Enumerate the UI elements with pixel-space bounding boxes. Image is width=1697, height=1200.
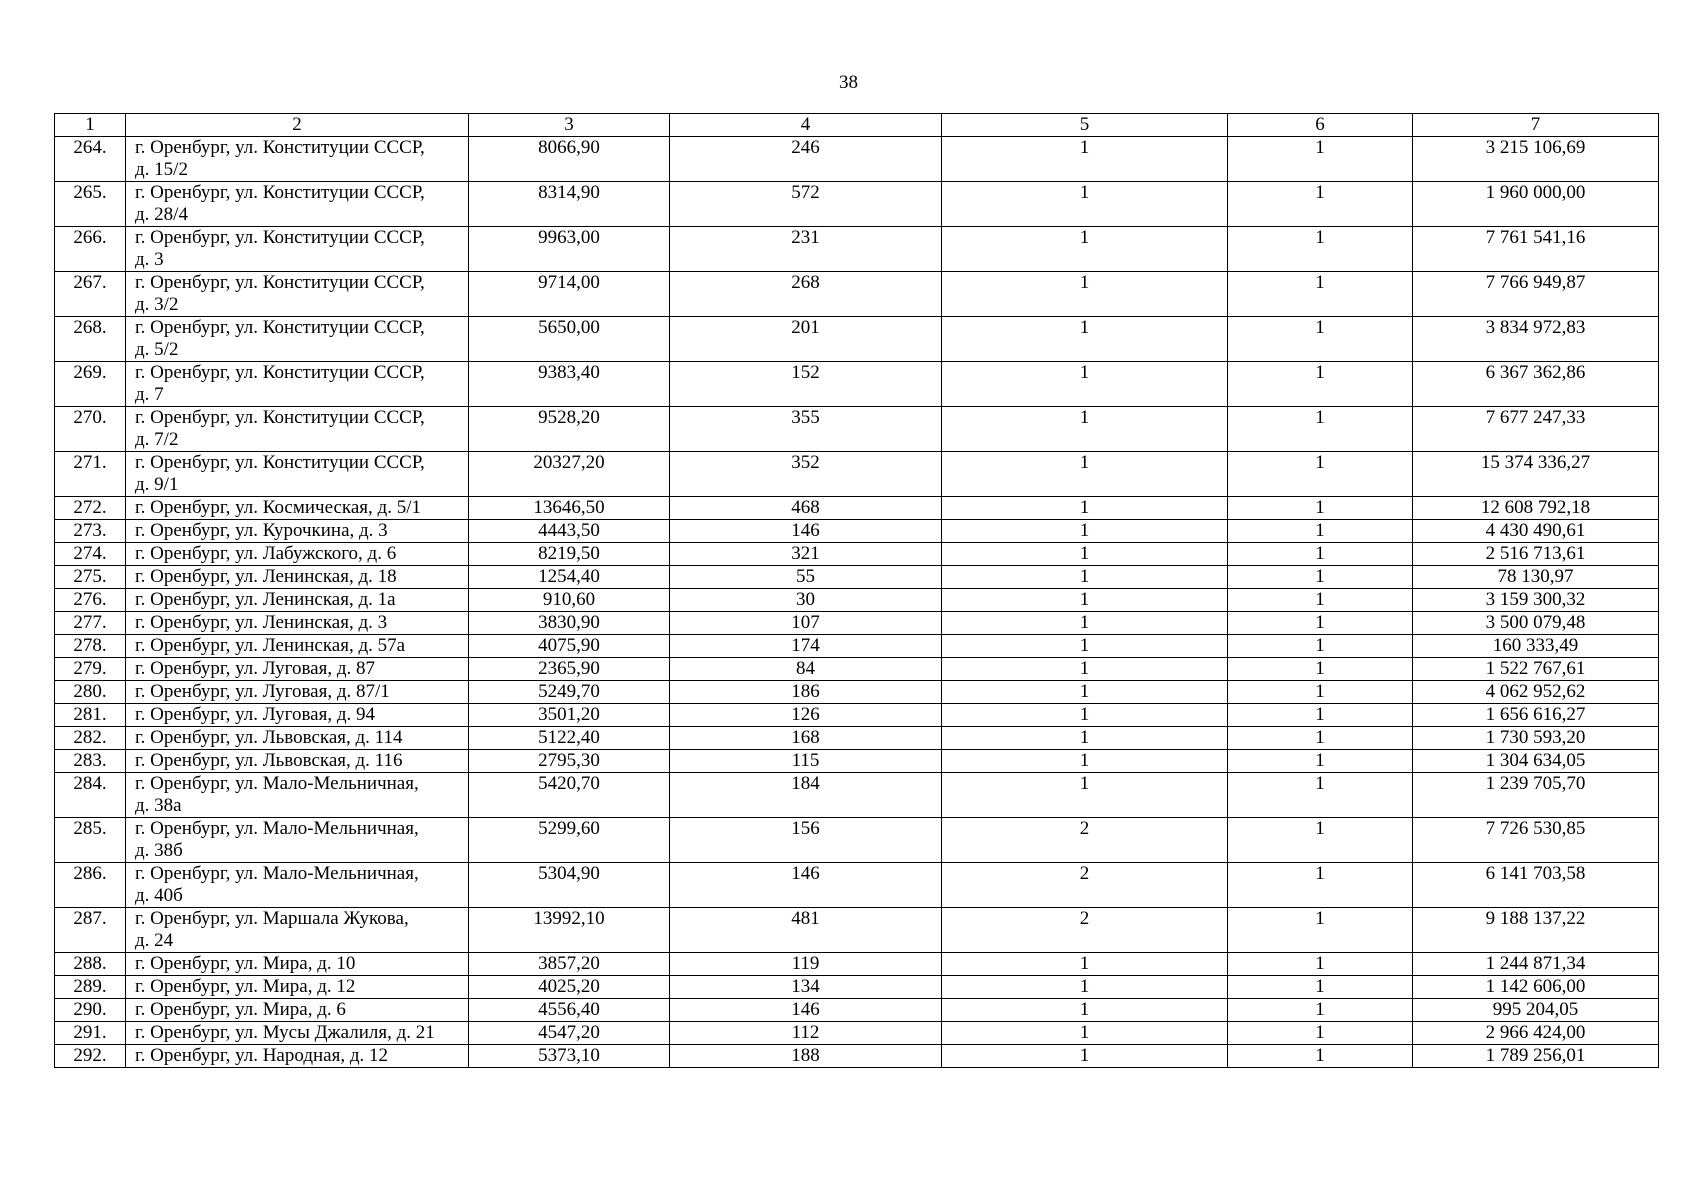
table-row [55, 658, 1659, 681]
header-row [55, 114, 1659, 137]
area-cell: 4547,20 [469, 1022, 670, 1045]
address-line: г. Оренбург, ул. Маршала Жукова, [135, 908, 409, 929]
address-line: г. Оренбург, ул. Мира, д. 10 [135, 953, 356, 974]
address-line: г. Оренбург, ул. Конституции СССР, [135, 137, 425, 158]
count-cell: 119 [670, 953, 942, 976]
amount-cell: 7 677 247,33 [1413, 407, 1659, 452]
amount-cell: 7 726 530,85 [1413, 818, 1659, 863]
amount-cell: 995 204,05 [1413, 999, 1659, 1022]
col5-cell: 1 [942, 589, 1228, 612]
count-cell: 201 [670, 317, 942, 362]
count-cell: 30 [670, 589, 942, 612]
area-cell: 3857,20 [469, 953, 670, 976]
address-line: г. Оренбург, ул. Мира, д. 6 [135, 999, 346, 1020]
row-number-cell: 280. [55, 681, 126, 704]
row-number-cell: 286. [55, 863, 126, 908]
count-cell: 481 [670, 908, 942, 953]
table-row [55, 566, 1659, 589]
column-header-4: 4 [670, 114, 942, 137]
col6-cell: 1 [1228, 317, 1413, 362]
table-row [55, 1045, 1659, 1068]
row-number-cell: 271. [55, 452, 126, 497]
column-header-7: 7 [1413, 114, 1659, 137]
col5-cell: 2 [942, 818, 1228, 863]
column-header-1: 1 [55, 114, 126, 137]
address-cell [126, 908, 469, 953]
area-cell: 13992,10 [469, 908, 670, 953]
amount-cell: 3 500 079,48 [1413, 612, 1659, 635]
area-cell: 13646,50 [469, 497, 670, 520]
row-number-cell: 272. [55, 497, 126, 520]
row-number-cell: 273. [55, 520, 126, 543]
col6-cell: 1 [1228, 182, 1413, 227]
address-cell [126, 681, 469, 704]
amount-cell: 1 522 767,61 [1413, 658, 1659, 681]
address-cell [126, 1045, 469, 1068]
col6-cell: 1 [1228, 362, 1413, 407]
row-number-cell: 268. [55, 317, 126, 362]
address-cell [126, 566, 469, 589]
row-number-cell: 283. [55, 750, 126, 773]
table-row [55, 362, 1659, 407]
count-cell: 152 [670, 362, 942, 407]
table-row [55, 137, 1659, 182]
table-row [55, 750, 1659, 773]
amount-cell: 6 367 362,86 [1413, 362, 1659, 407]
address-line: г. Оренбург, ул. Конституции СССР, [135, 452, 425, 473]
table-row [55, 999, 1659, 1022]
row-number-cell: 290. [55, 999, 126, 1022]
address-line: г. Оренбург, ул. Лабужского, д. 6 [135, 543, 397, 564]
area-cell: 5299,60 [469, 818, 670, 863]
address-line: г. Оренбург, ул. Луговая, д. 94 [135, 704, 376, 725]
count-cell: 134 [670, 976, 942, 999]
address-line: д. 28/4 [135, 204, 188, 225]
address-line: г. Оренбург, ул. Курочкина, д. 3 [135, 520, 388, 541]
address-cell [126, 612, 469, 635]
table-row [55, 543, 1659, 566]
table-row [55, 497, 1659, 520]
row-number-cell: 265. [55, 182, 126, 227]
count-cell: 174 [670, 635, 942, 658]
col5-cell: 1 [942, 362, 1228, 407]
table-row [55, 520, 1659, 543]
col5-cell: 1 [942, 635, 1228, 658]
col6-cell: 1 [1228, 272, 1413, 317]
table-row [55, 452, 1659, 497]
address-cell [126, 520, 469, 543]
table-row [55, 863, 1659, 908]
count-cell: 55 [670, 566, 942, 589]
address-line: г. Оренбург, ул. Конституции СССР, [135, 317, 425, 338]
address-line: г. Оренбург, ул. Конституции СССР, [135, 227, 425, 248]
area-cell: 3830,90 [469, 612, 670, 635]
address-line: г. Оренбург, ул. Мира, д. 12 [135, 976, 356, 997]
row-number-cell: 292. [55, 1045, 126, 1068]
col5-cell: 1 [942, 543, 1228, 566]
address-line: г. Оренбург, ул. Конституции СССР, [135, 362, 425, 383]
col5-cell: 1 [942, 227, 1228, 272]
amount-cell: 1 244 871,34 [1413, 953, 1659, 976]
row-number-cell: 275. [55, 566, 126, 589]
area-cell: 5420,70 [469, 773, 670, 818]
col6-cell: 1 [1228, 635, 1413, 658]
col5-cell: 1 [942, 137, 1228, 182]
column-header-3: 3 [469, 114, 670, 137]
address-line: г. Оренбург, ул. Конституции СССР, [135, 272, 425, 293]
col5-cell: 1 [942, 999, 1228, 1022]
row-number-cell: 285. [55, 818, 126, 863]
count-cell: 107 [670, 612, 942, 635]
table-row [55, 272, 1659, 317]
area-cell: 5249,70 [469, 681, 670, 704]
amount-cell: 6 141 703,58 [1413, 863, 1659, 908]
count-cell: 84 [670, 658, 942, 681]
count-cell: 572 [670, 182, 942, 227]
address-cell [126, 953, 469, 976]
col6-cell: 1 [1228, 953, 1413, 976]
count-cell: 115 [670, 750, 942, 773]
col5-cell: 1 [942, 407, 1228, 452]
address-cell [126, 750, 469, 773]
address-cell [126, 182, 469, 227]
address-line: д. 9/1 [135, 474, 179, 495]
address-cell [126, 137, 469, 182]
area-cell: 910,60 [469, 589, 670, 612]
address-cell [126, 704, 469, 727]
area-cell: 2795,30 [469, 750, 670, 773]
address-line: г. Оренбург, ул. Мало-Мельничная, [135, 863, 419, 884]
address-line: д. 38б [135, 840, 183, 861]
table-row [55, 317, 1659, 362]
row-number-cell: 270. [55, 407, 126, 452]
col6-cell: 1 [1228, 658, 1413, 681]
row-number-cell: 287. [55, 908, 126, 953]
register-table [54, 113, 1659, 1068]
row-number-cell: 264. [55, 137, 126, 182]
area-cell: 5650,00 [469, 317, 670, 362]
col6-cell: 1 [1228, 137, 1413, 182]
address-line: г. Оренбург, ул. Ленинская, д. 57а [135, 635, 406, 656]
row-number-cell: 277. [55, 612, 126, 635]
address-cell [126, 497, 469, 520]
count-cell: 186 [670, 681, 942, 704]
col6-cell: 1 [1228, 908, 1413, 953]
area-cell: 2365,90 [469, 658, 670, 681]
col5-cell: 1 [942, 612, 1228, 635]
row-number-cell: 267. [55, 272, 126, 317]
address-cell [126, 1022, 469, 1045]
col6-cell: 1 [1228, 818, 1413, 863]
amount-cell: 2 966 424,00 [1413, 1022, 1659, 1045]
count-cell: 146 [670, 520, 942, 543]
address-line: г. Оренбург, ул. Мало-Мельничная, [135, 818, 419, 839]
col6-cell: 1 [1228, 543, 1413, 566]
col6-cell: 1 [1228, 976, 1413, 999]
address-line: г. Оренбург, ул. Ленинская, д. 3 [135, 612, 388, 633]
address-cell [126, 227, 469, 272]
page-number: 38 [839, 72, 858, 93]
area-cell: 5304,90 [469, 863, 670, 908]
col6-cell: 1 [1228, 1022, 1413, 1045]
col6-cell: 1 [1228, 566, 1413, 589]
amount-cell: 15 374 336,27 [1413, 452, 1659, 497]
address-cell [126, 362, 469, 407]
count-cell: 146 [670, 999, 942, 1022]
col5-cell: 1 [942, 566, 1228, 589]
table-body [55, 137, 1659, 1068]
area-cell: 3501,20 [469, 704, 670, 727]
col5-cell: 1 [942, 727, 1228, 750]
address-line: г. Оренбург, ул. Конституции СССР, [135, 182, 425, 203]
amount-cell: 160 333,49 [1413, 635, 1659, 658]
address-line: д. 7 [135, 384, 164, 405]
table-row [55, 773, 1659, 818]
row-number-cell: 278. [55, 635, 126, 658]
count-cell: 352 [670, 452, 942, 497]
col6-cell: 1 [1228, 750, 1413, 773]
address-line: д. 3/2 [135, 294, 179, 315]
address-cell [126, 452, 469, 497]
amount-cell: 4 062 952,62 [1413, 681, 1659, 704]
row-number-cell: 284. [55, 773, 126, 818]
address-line: г. Оренбург, ул. Львовская, д. 114 [135, 727, 403, 748]
address-cell [126, 773, 469, 818]
amount-cell: 1 730 593,20 [1413, 727, 1659, 750]
row-number-cell: 282. [55, 727, 126, 750]
area-cell: 5373,10 [469, 1045, 670, 1068]
col6-cell: 1 [1228, 227, 1413, 272]
address-cell [126, 589, 469, 612]
column-header-6: 6 [1228, 114, 1413, 137]
address-cell [126, 818, 469, 863]
address-line: г. Оренбург, ул. Мало-Мельничная, [135, 773, 419, 794]
col5-cell: 1 [942, 953, 1228, 976]
count-cell: 112 [670, 1022, 942, 1045]
row-number-cell: 288. [55, 953, 126, 976]
table-row [55, 908, 1659, 953]
col5-cell: 1 [942, 182, 1228, 227]
row-number-cell: 291. [55, 1022, 126, 1045]
address-cell [126, 976, 469, 999]
count-cell: 231 [670, 227, 942, 272]
amount-cell: 3 215 106,69 [1413, 137, 1659, 182]
amount-cell: 12 608 792,18 [1413, 497, 1659, 520]
col5-cell: 1 [942, 452, 1228, 497]
col6-cell: 1 [1228, 727, 1413, 750]
col6-cell: 1 [1228, 704, 1413, 727]
col6-cell: 1 [1228, 452, 1413, 497]
count-cell: 268 [670, 272, 942, 317]
col5-cell: 1 [942, 704, 1228, 727]
area-cell: 4025,20 [469, 976, 670, 999]
table-row [55, 818, 1659, 863]
address-line: г. Оренбург, ул. Львовская, д. 116 [135, 750, 403, 771]
table-row [55, 407, 1659, 452]
address-cell [126, 543, 469, 566]
row-number-cell: 266. [55, 227, 126, 272]
count-cell: 126 [670, 704, 942, 727]
address-cell [126, 727, 469, 750]
count-cell: 246 [670, 137, 942, 182]
col5-cell: 2 [942, 908, 1228, 953]
col5-cell: 1 [942, 272, 1228, 317]
amount-cell: 1 789 256,01 [1413, 1045, 1659, 1068]
table-row [55, 953, 1659, 976]
count-cell: 355 [670, 407, 942, 452]
column-header-5: 5 [942, 114, 1228, 137]
address-cell [126, 863, 469, 908]
table-row [55, 589, 1659, 612]
col6-cell: 1 [1228, 1045, 1413, 1068]
amount-cell: 3 834 972,83 [1413, 317, 1659, 362]
area-cell: 9714,00 [469, 272, 670, 317]
table-header [55, 114, 1659, 137]
table-row [55, 976, 1659, 999]
address-cell [126, 317, 469, 362]
row-number-cell: 289. [55, 976, 126, 999]
area-cell: 4443,50 [469, 520, 670, 543]
area-cell: 9383,40 [469, 362, 670, 407]
area-cell: 20327,20 [469, 452, 670, 497]
area-cell: 8219,50 [469, 543, 670, 566]
amount-cell: 1 960 000,00 [1413, 182, 1659, 227]
address-cell [126, 999, 469, 1022]
col6-cell: 1 [1228, 612, 1413, 635]
address-line: д. 15/2 [135, 159, 188, 180]
col6-cell: 1 [1228, 497, 1413, 520]
area-cell: 5122,40 [469, 727, 670, 750]
col5-cell: 1 [942, 1045, 1228, 1068]
col6-cell: 1 [1228, 773, 1413, 818]
address-line: д. 24 [135, 930, 174, 951]
column-header-2: 2 [126, 114, 469, 137]
amount-cell: 1 239 705,70 [1413, 773, 1659, 818]
table-row [55, 612, 1659, 635]
col6-cell: 1 [1228, 681, 1413, 704]
col6-cell: 1 [1228, 407, 1413, 452]
address-line: д. 38а [135, 795, 182, 816]
table-row [55, 681, 1659, 704]
table-row [55, 704, 1659, 727]
address-line: г. Оренбург, ул. Космическая, д. 5/1 [135, 497, 421, 518]
table-row [55, 635, 1659, 658]
table-row [55, 182, 1659, 227]
address-line: г. Оренбург, ул. Луговая, д. 87/1 [135, 681, 390, 702]
amount-cell: 9 188 137,22 [1413, 908, 1659, 953]
count-cell: 146 [670, 863, 942, 908]
address-line: г. Оренбург, ул. Мусы Джалиля, д. 21 [135, 1022, 435, 1043]
address-cell [126, 658, 469, 681]
row-number-cell: 274. [55, 543, 126, 566]
row-number-cell: 269. [55, 362, 126, 407]
count-cell: 321 [670, 543, 942, 566]
col5-cell: 1 [942, 1022, 1228, 1045]
count-cell: 168 [670, 727, 942, 750]
area-cell: 4075,90 [469, 635, 670, 658]
address-cell [126, 272, 469, 317]
address-line: д. 5/2 [135, 339, 179, 360]
col5-cell: 1 [942, 750, 1228, 773]
amount-cell: 4 430 490,61 [1413, 520, 1659, 543]
count-cell: 184 [670, 773, 942, 818]
area-cell: 9963,00 [469, 227, 670, 272]
row-number-cell: 276. [55, 589, 126, 612]
area-cell: 8066,90 [469, 137, 670, 182]
address-line: г. Оренбург, ул. Ленинская, д. 1а [135, 589, 396, 610]
address-line: д. 7/2 [135, 429, 179, 450]
amount-cell: 2 516 713,61 [1413, 543, 1659, 566]
col5-cell: 1 [942, 520, 1228, 543]
address-line: г. Оренбург, ул. Народная, д. 12 [135, 1045, 388, 1066]
address-cell [126, 635, 469, 658]
address-line: г. Оренбург, ул. Конституции СССР, [135, 407, 425, 428]
col6-cell: 1 [1228, 863, 1413, 908]
col5-cell: 1 [942, 681, 1228, 704]
row-number-cell: 281. [55, 704, 126, 727]
address-line: г. Оренбург, ул. Ленинская, д. 18 [135, 566, 397, 587]
amount-cell: 78 130,97 [1413, 566, 1659, 589]
amount-cell: 7 766 949,87 [1413, 272, 1659, 317]
col6-cell: 1 [1228, 589, 1413, 612]
col5-cell: 1 [942, 497, 1228, 520]
row-number-cell: 279. [55, 658, 126, 681]
area-cell: 4556,40 [469, 999, 670, 1022]
table-row [55, 727, 1659, 750]
table-row [55, 1022, 1659, 1045]
count-cell: 468 [670, 497, 942, 520]
amount-cell: 1 142 606,00 [1413, 976, 1659, 999]
address-line: г. Оренбург, ул. Луговая, д. 87 [135, 658, 376, 679]
table-row [55, 227, 1659, 272]
amount-cell: 3 159 300,32 [1413, 589, 1659, 612]
area-cell: 1254,40 [469, 566, 670, 589]
col6-cell: 1 [1228, 999, 1413, 1022]
amount-cell: 7 761 541,16 [1413, 227, 1659, 272]
area-cell: 9528,20 [469, 407, 670, 452]
address-cell [126, 407, 469, 452]
col5-cell: 1 [942, 658, 1228, 681]
count-cell: 188 [670, 1045, 942, 1068]
col6-cell: 1 [1228, 520, 1413, 543]
amount-cell: 1 656 616,27 [1413, 704, 1659, 727]
col5-cell: 1 [942, 317, 1228, 362]
area-cell: 8314,90 [469, 182, 670, 227]
amount-cell: 1 304 634,05 [1413, 750, 1659, 773]
col5-cell: 1 [942, 773, 1228, 818]
address-line: д. 40б [135, 885, 183, 906]
col5-cell: 1 [942, 976, 1228, 999]
col5-cell: 2 [942, 863, 1228, 908]
address-line: д. 3 [135, 249, 164, 270]
count-cell: 156 [670, 818, 942, 863]
